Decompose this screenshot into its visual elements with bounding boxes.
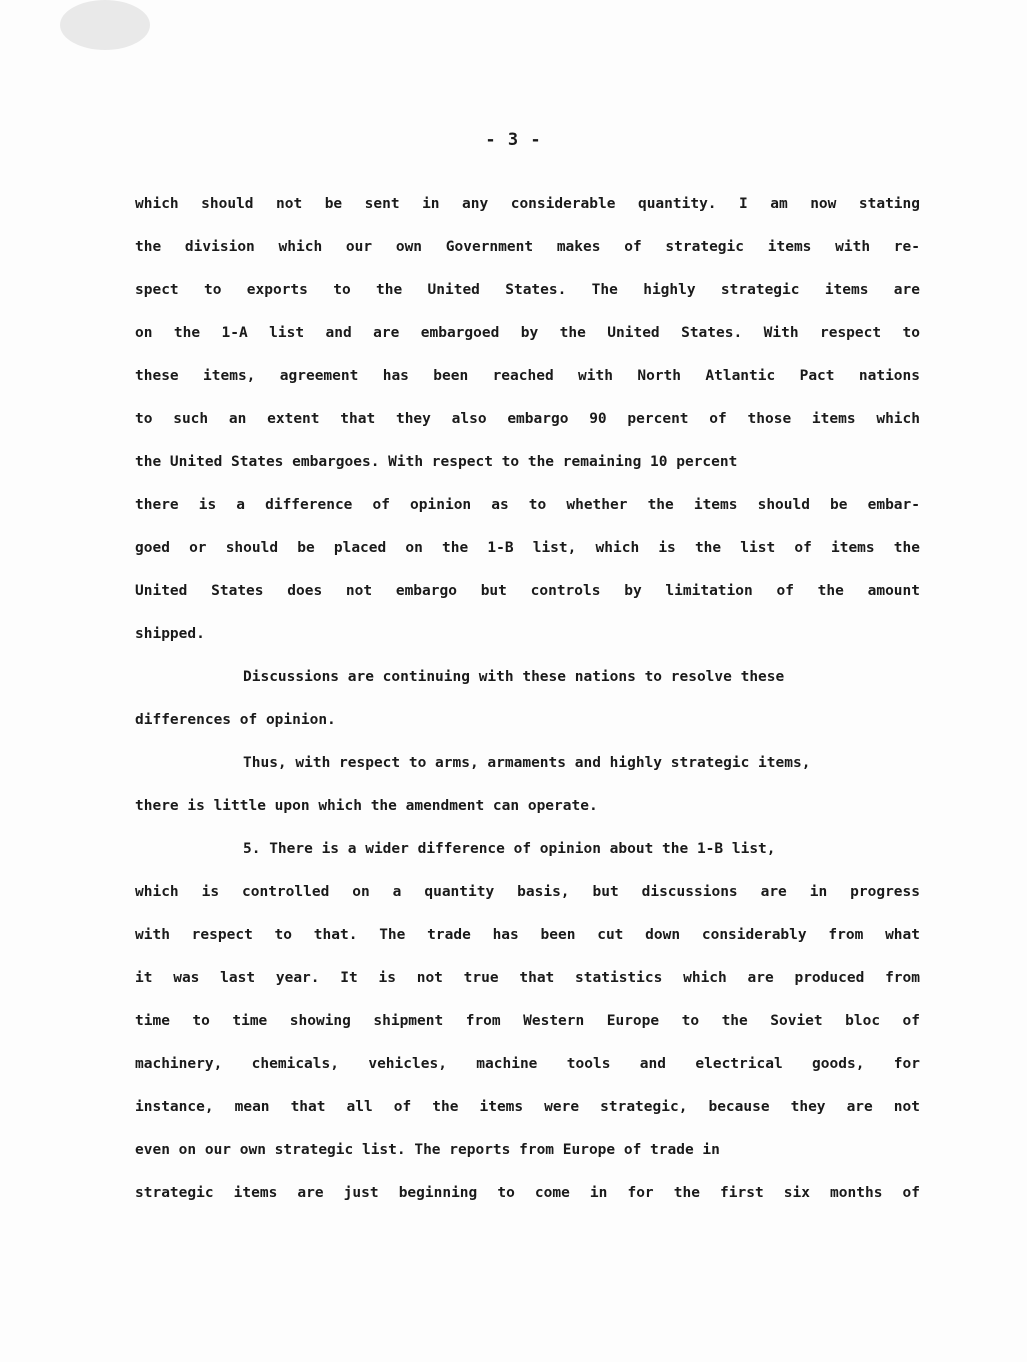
text-line: instance, mean that all of the items were strategic, because they are not xyxy=(135,1099,920,1115)
scan-smudge xyxy=(60,0,150,50)
text-line: Thus, with respect to arms, armaments and highly strategic items, xyxy=(243,755,811,771)
text-line: with respect to that. The trade has been cut down considerably from what xyxy=(135,927,920,943)
text-line: United States does not embargo but controls by limitation of the amount xyxy=(135,583,920,599)
text-line: it was last year. It is not true that statistics which are produced from xyxy=(135,970,920,986)
text-line: 5. There is a wider difference of opinion about the 1-B list, xyxy=(243,841,776,857)
text-line: machinery, chemicals, vehicles, machine tools and electrical goods, for xyxy=(135,1056,920,1072)
text-line: which is controlled on a quantity basis, but discussions are in progress xyxy=(135,884,920,900)
text-line: even on our own strategic list. The reports from Europe of trade in xyxy=(135,1142,720,1158)
text-line: time to time showing shipment from Western Europe to the Soviet bloc of xyxy=(135,1013,920,1029)
text-line: there is a difference of opinion as to whether the items should be embar- xyxy=(135,497,920,513)
text-line: shipped. xyxy=(135,626,205,642)
text-line: the division which our own Government makes of strategic items with re- xyxy=(135,239,920,255)
text-line: there is little upon which the amendment can operate. xyxy=(135,798,598,814)
text-line: which should not be sent in any considerable quantity. I am now stating xyxy=(135,196,920,212)
text-line: spect to exports to the United States. The highly strategic items are xyxy=(135,282,920,298)
text-line: to such an extent that they also embargo 90 percent of those items which xyxy=(135,411,920,427)
text-line: Discussions are continuing with these nations to resolve these xyxy=(243,669,785,685)
text-line: the United States embargoes. With respect to the remaining 10 percent xyxy=(135,454,738,470)
document-body xyxy=(135,190,920,1222)
text-line: strategic items are just beginning to come in for the first six months of xyxy=(135,1185,920,1201)
text-line: on the 1-A list and are embargoed by the United States. With respect to xyxy=(135,325,920,341)
text-line: goed or should be placed on the 1-B list, which is the list of items the xyxy=(135,540,920,556)
text-line: these items, agreement has been reached with North Atlantic Pact nations xyxy=(135,368,920,384)
page-number: - 3 - xyxy=(485,130,542,150)
text-line: differences of opinion. xyxy=(135,712,336,728)
